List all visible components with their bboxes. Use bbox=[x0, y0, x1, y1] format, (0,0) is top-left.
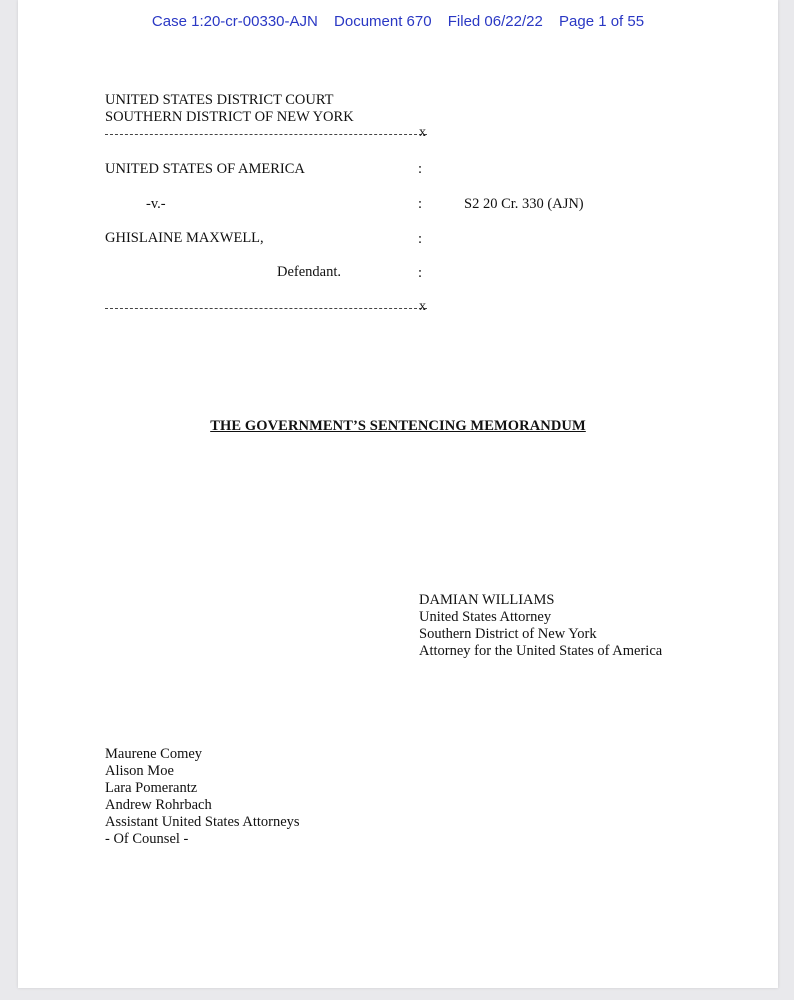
caption-colon: : bbox=[418, 231, 423, 247]
caption-colon: : bbox=[418, 265, 423, 281]
caption-rule-bottom bbox=[105, 308, 427, 309]
case-number: S2 20 Cr. 330 (AJN) bbox=[464, 196, 584, 212]
document-page bbox=[18, 0, 778, 988]
caption-colon: : bbox=[418, 161, 423, 177]
counsel-name: Andrew Rohrbach bbox=[105, 797, 212, 813]
us-attorney-name: DAMIAN WILLIAMS bbox=[419, 592, 555, 608]
caption-colon: : bbox=[418, 196, 423, 212]
court-district: SOUTHERN DISTRICT OF NEW YORK bbox=[105, 109, 354, 125]
counsel-note: - Of Counsel - bbox=[105, 831, 189, 847]
header-page-count: Page 1 of 55 bbox=[559, 13, 645, 30]
counsel-name: Alison Moe bbox=[105, 763, 174, 779]
us-attorney-title: United States Attorney bbox=[419, 609, 552, 625]
versus-label: -v.- bbox=[146, 196, 166, 212]
us-attorney-role: Attorney for the United States of America bbox=[419, 643, 663, 659]
header-document-number: Document 670 bbox=[334, 13, 432, 30]
header-case-number: Case 1:20-cr-00330-AJN bbox=[151, 13, 318, 30]
caption-rule-top bbox=[105, 134, 427, 135]
counsel-block bbox=[105, 746, 300, 848]
ecf-header bbox=[18, 13, 778, 30]
defendant-name: GHISLAINE MAXWELL, bbox=[105, 230, 264, 246]
counsel-title: Assistant United States Attorneys bbox=[105, 814, 300, 830]
defendant-label: Defendant. bbox=[277, 264, 342, 280]
plaintiff-name: UNITED STATES OF AMERICA bbox=[105, 161, 305, 177]
counsel-name: Maurene Comey bbox=[105, 746, 203, 762]
counsel-name: Lara Pomerantz bbox=[105, 780, 198, 796]
caption-rule-top-x: x bbox=[419, 125, 426, 140]
court-name: UNITED STATES DISTRICT COURT bbox=[105, 92, 334, 108]
caption-rule-bottom-x: x bbox=[419, 299, 426, 314]
header-filed-date: Filed 06/22/22 bbox=[447, 13, 543, 30]
us-attorney-district: Southern District of New York bbox=[419, 626, 597, 642]
document-title: THE GOVERNMENT’S SENTENCING MEMORANDUM bbox=[210, 418, 586, 434]
us-attorney-block bbox=[419, 592, 662, 660]
